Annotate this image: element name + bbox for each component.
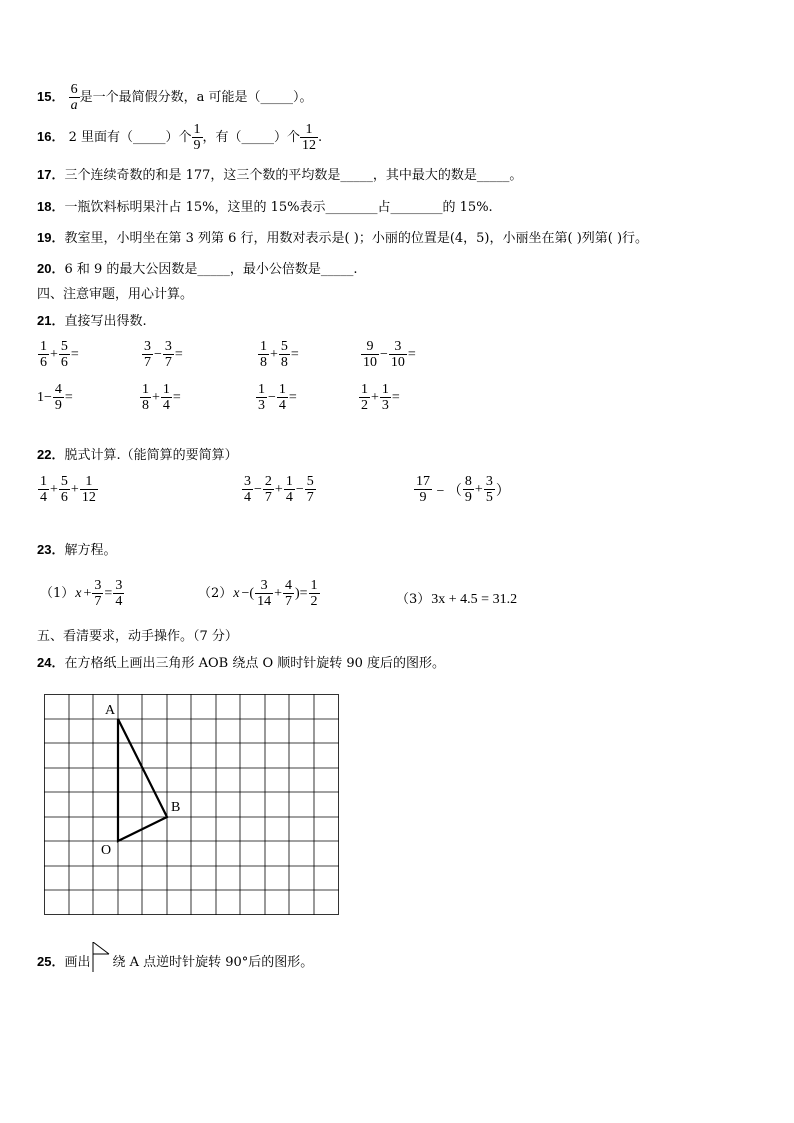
expression: $\frac{1}{2}$ + $\frac{1}{3}$ = [361, 382, 400, 413]
question-19 [37, 229, 648, 248]
question-text: 2 里面有（_____）个 [68, 130, 192, 145]
equation-text: 3x + 4.5 = 31.2 [431, 591, 518, 607]
question-text: 教室里，小明坐在第 3 列第 6 行，用数对表示是( )；小丽的位置是(4，5)，小丽坐在第( )列第( )行。 [64, 231, 649, 246]
expression: $\frac{1}{3}$ − $\frac{1}{4}$ = [258, 382, 297, 413]
question-number: 20． [37, 261, 65, 276]
question-text: ，有（_____）个 [202, 130, 301, 145]
question-17 [37, 166, 522, 185]
expression: $\frac{3}{7}$ − $\frac{3}{7}$ = [144, 339, 183, 370]
question-25 [37, 942, 313, 972]
question-text: 脱式计算.（能简算的要简算） [64, 448, 238, 463]
grid-lines [44, 694, 339, 915]
fraction: $\frac{6}{a}$ [70, 82, 78, 113]
expression: 1− $\frac{4}{9}$ = [37, 382, 73, 413]
expression: $\frac{1}{6}$ + $\frac{5}{6}$ = [40, 339, 79, 370]
question-text: 6 和 9 的最大公因数是_____，最小公倍数是_____. [64, 262, 358, 277]
question-text: 一瓶饮料标明果汁占 15%，这里的 15%表示________占________的 15%. [64, 200, 493, 215]
flag-shape-icon [90, 942, 112, 972]
label-b: B [171, 800, 181, 815]
question-number: 22． [37, 447, 65, 462]
section-heading: 五、看清要求，动手操作。（7 分） [37, 629, 238, 644]
expression: $\frac{9}{10}$ − $\frac{3}{10}$ = [363, 339, 416, 370]
question-text: 绕 A 点逆时针旋转 90°后的图形。 [112, 955, 314, 970]
question-number: 24． [37, 655, 65, 670]
triangle-aob [118, 719, 167, 841]
question-number: 23． [37, 542, 65, 557]
label-o: O [101, 843, 112, 858]
equation-3: （3）3x + 4.5 = 31.2 [396, 591, 518, 607]
question-number: 18． [37, 199, 65, 214]
question-23 [37, 541, 116, 560]
expression: $\frac{17}{9}$ − （ $\frac{8}{9}$ + $\frac{3}{5}$ ） [416, 474, 510, 505]
equation-2: （2）x −( $\frac{3}{14}$ + $\frac{4}{7}$ )= $\frac{1}{2}$ [198, 578, 318, 609]
question-text: 直接写出得数. [64, 314, 147, 329]
grid-paper [44, 694, 344, 918]
label-a: A [105, 703, 116, 718]
question-number: 21． [37, 313, 65, 328]
question-text: 三个连续奇数的和是 177，这三个数的平均数是_____，其中最大的数是_____。 [64, 168, 523, 183]
question-21 [37, 312, 147, 331]
question-text: 画出 [64, 955, 91, 970]
question-16: 16． 2 里面有（_____）个 $\frac{1}{9}$ ，有（_____）个 $\frac{1}{12}$ . [37, 122, 323, 153]
question-number: 17． [37, 167, 65, 182]
question-15 [37, 82, 313, 113]
question-text: 在方格纸上画出三角形 AOB 绕点 O 顺时针旋转 90 度后的图形。 [64, 656, 446, 671]
question-number: 15． [37, 89, 65, 104]
question-number: 25． [37, 954, 65, 969]
question-number: 19． [37, 230, 65, 245]
expression: $\frac{1}{4}$ + $\frac{5}{6}$ + $\frac{1}{12}$ [40, 474, 96, 505]
question-20 [37, 260, 358, 279]
expression: $\frac{3}{4}$ − $\frac{2}{7}$ + $\frac{1}{4}$ − $\frac{5}{7}$ [244, 474, 314, 505]
equation-1: （1）x + $\frac{3}{7}$ = $\frac{3}{4}$ [40, 578, 123, 609]
fraction: $\frac{1}{9}$ [193, 122, 201, 153]
question-18 [37, 198, 493, 217]
question-text: 是一个最简假分数，a 可能是（_____）。 [79, 90, 313, 105]
fraction: $\frac{1}{12}$ [302, 122, 317, 153]
question-22 [37, 446, 238, 465]
section-heading: 四、注意审题，用心计算。 [37, 287, 194, 302]
question-text: 解方程。 [64, 543, 117, 558]
expression: $\frac{1}{8}$ + $\frac{1}{4}$ = [142, 382, 181, 413]
question-24 [37, 654, 445, 673]
expression: $\frac{1}{8}$ + $\frac{5}{8}$ = [260, 339, 299, 370]
question-number: 16． [37, 129, 65, 144]
